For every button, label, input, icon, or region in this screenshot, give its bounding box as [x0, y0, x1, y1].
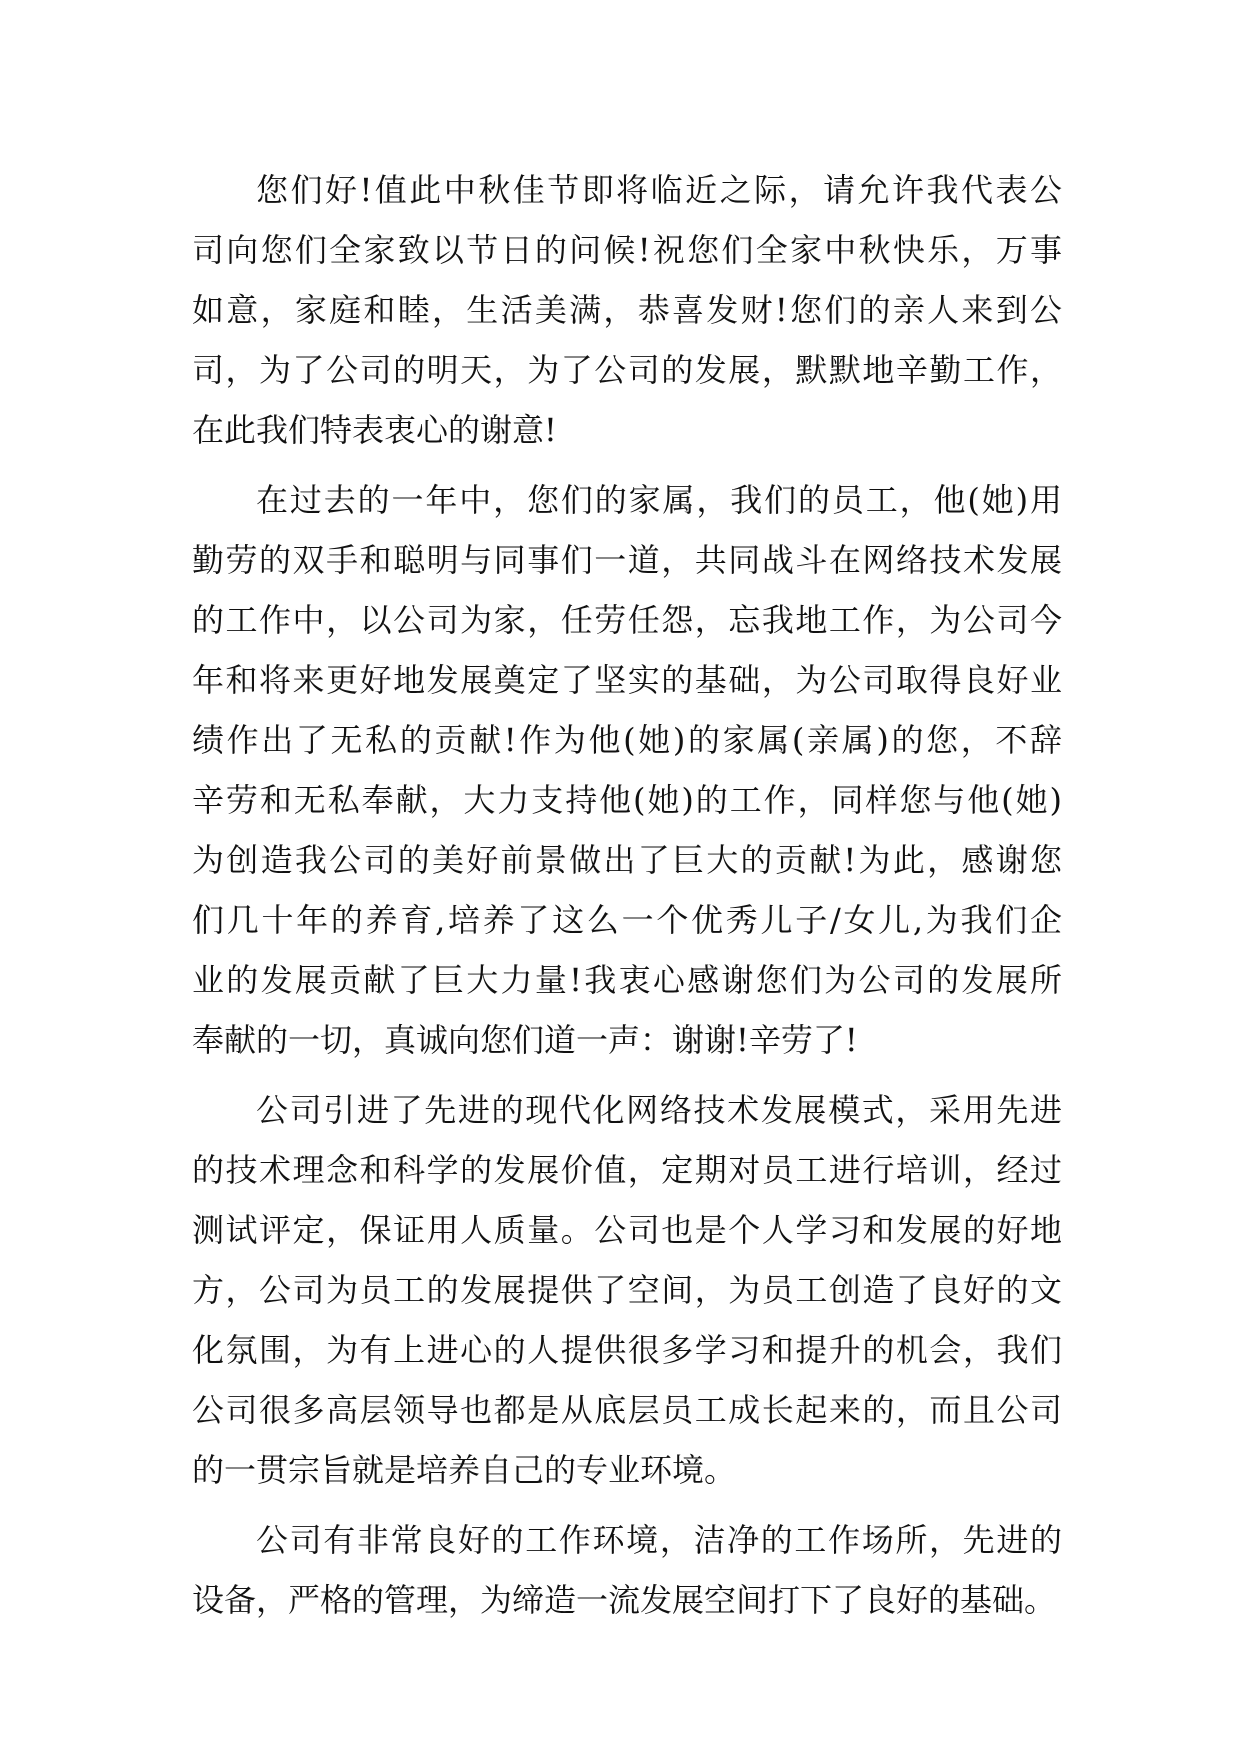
text-line: 的一贯宗旨就是培养自己的专业环境。 [192, 1451, 737, 1489]
text-line: 公司引进了先进的现代化网络技术发展模式，采用先进 [256, 1091, 1062, 1129]
paragraph-environment [192, 1510, 1062, 1630]
text-line: 奉献的一切，真诚向您们道一声：谢谢!辛劳了! [192, 1021, 858, 1059]
text-line: 绩作出了无私的贡献!作为他(她)的家属(亲属)的您，不辞 [192, 721, 1062, 759]
paragraph-greeting [192, 160, 1062, 460]
paragraph-development [192, 1080, 1062, 1500]
text-line: 公司很多高层领导也都是从底层员工成长起来的，而且公司 [192, 1391, 1062, 1429]
text-line: 在此我们特表衷心的谢意! [192, 411, 557, 449]
text-line: 方，公司为员工的发展提供了空间，为员工创造了良好的文 [192, 1271, 1062, 1309]
text-line: 辛劳和无私奉献，大力支持他(她)的工作，同样您与他(她) [192, 781, 1062, 819]
text-line: 在过去的一年中，您们的家属，我们的员工，他(她)用 [256, 481, 1062, 519]
text-line: 的工作中，以公司为家，任劳任怨，忘我地工作，为公司今 [192, 601, 1062, 639]
text-line: 年和将来更好地发展奠定了坚实的基础，为公司取得良好业 [192, 661, 1062, 699]
text-line: 公司有非常良好的工作环境，洁净的工作场所，先进的 [256, 1521, 1062, 1559]
text-line: 的技术理念和科学的发展价值，定期对员工进行培训，经过 [192, 1151, 1062, 1189]
text-line: 司向您们全家致以节日的问候!祝您们全家中秋快乐，万事 [192, 231, 1062, 269]
text-line: 业的发展贡献了巨大力量!我衷心感谢您们为公司的发展所 [192, 961, 1062, 999]
text-line: 勤劳的双手和聪明与同事们一道，共同战斗在网络技术发展 [192, 541, 1062, 579]
text-line: 您们好!值此中秋佳节即将临近之际，请允许我代表公 [256, 171, 1062, 209]
text-line: 化氛围，为有上进心的人提供很多学习和提升的机会，我们 [192, 1331, 1062, 1369]
text-line: 为创造我公司的美好前景做出了巨大的贡献!为此，感谢您 [192, 841, 1062, 879]
text-line: 司，为了公司的明天，为了公司的发展，默默地辛勤工作， [192, 351, 1062, 389]
text-line: 如意，家庭和睦，生活美满，恭喜发财!您们的亲人来到公 [192, 291, 1062, 329]
text-line: 们几十年的养育,培养了这么一个优秀儿子/女儿,为我们企 [192, 901, 1062, 939]
text-line: 测试评定，保证用人质量。公司也是个人学习和发展的好地 [192, 1211, 1062, 1249]
document-body [192, 160, 1062, 1640]
paragraph-gratitude [192, 470, 1062, 1070]
text-line: 设备，严格的管理，为缔造一流发展空间打下了良好的基础。 [192, 1581, 1057, 1619]
